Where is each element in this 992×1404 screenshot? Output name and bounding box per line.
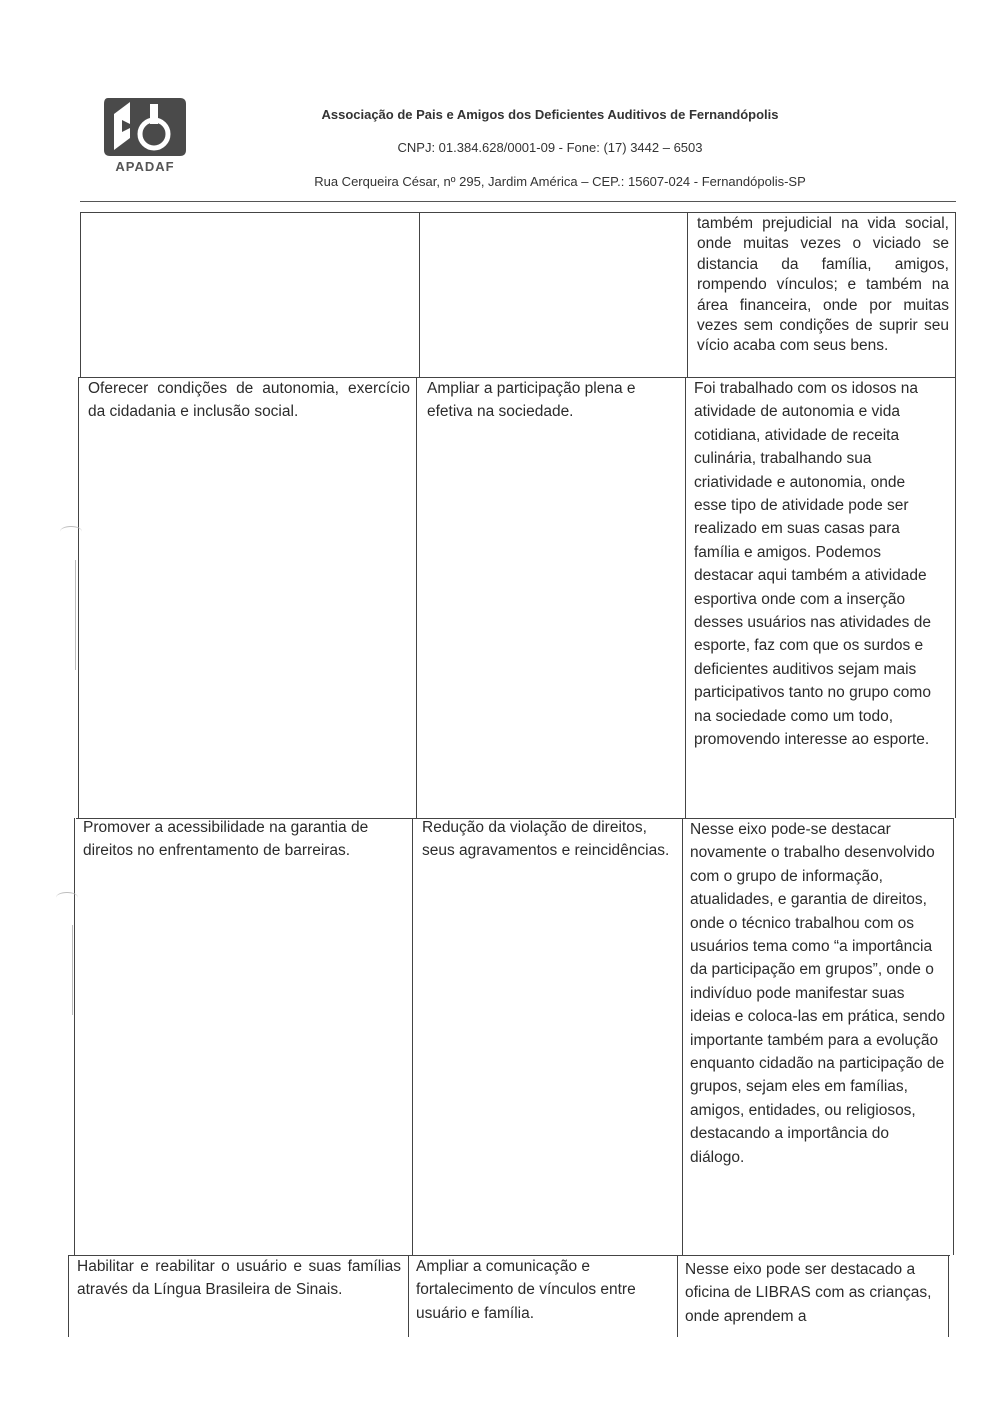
table-cell-expected: Ampliar a participação plena e efetiva na sociedade. xyxy=(427,380,636,421)
org-name: Associação de Pais e Amigos dos Deficientes Auditivos de Fernandópolis xyxy=(321,107,779,122)
scan-artifact xyxy=(60,526,82,537)
table-line xyxy=(74,818,75,1255)
table-line xyxy=(419,212,420,377)
table-line xyxy=(682,818,683,1255)
table-cell-objective: Promover a acessibilidade na garantia de direitos no enfrentamento de barreiras. xyxy=(83,819,369,860)
table-cell-objective: Habilitar e reabilitar o usuário e suas famílias através da Língua Brasileira de Sinais. xyxy=(77,1258,401,1299)
table-line xyxy=(685,377,686,818)
table-line xyxy=(953,818,954,1255)
table-line xyxy=(677,1255,678,1337)
table-cell-expected: Redução da violação de direitos, seus agravamentos e reincidências. xyxy=(422,819,670,860)
address-line: Rua Cerqueira César, nº 295, Jardim América – CEP.: 15607-024 - Fernandópolis-SP xyxy=(314,174,806,189)
table-line xyxy=(948,1255,949,1337)
table-cell-expected: Ampliar a comunicação e fortalecimento de vínculos entre usuário e família. xyxy=(416,1258,636,1322)
cnpj-phone-line: CNPJ: 01.384.628/0001-09 - Fone: (17) 3442 – 6503 xyxy=(397,140,703,155)
table-cell-description: Foi trabalhado com os idosos na atividade de autonomia e vida cotidiana, atividade de receita culinária, trabalhando sua criatividade e autonomia, onde esse tipo de atividade pode ser realizado em suas casas para família e amigos. Podemos destacar aqui também a atividade esportiva onde com a inserção desses usuários nas atividades de esporte, faz com que os surdos e deficientes auditivos sejam mais participativos tanto no grupo como na sociedade como um todo, promovendo interesse ao esporte. xyxy=(694,380,931,749)
table-line xyxy=(687,212,688,377)
table-line xyxy=(80,212,81,377)
logo-text: APADAF xyxy=(115,159,175,174)
table-line xyxy=(78,377,79,818)
table-cell-description: também prejudicial na vida social, onde muitas vezes o viciado se distancia da família, amigos, rompendo vínculos; e também na área financeira, onde por muitas vezes sem condições de suprir seu vício acaba com seus bens. xyxy=(697,215,949,355)
table-line xyxy=(416,377,417,818)
table-line xyxy=(955,377,956,818)
table-line xyxy=(408,1255,409,1337)
scan-artifact xyxy=(75,560,76,670)
table-cell-objective: Oferecer condições de autonomia, exercício da cidadania e inclusão social. xyxy=(88,380,410,421)
scan-artifact xyxy=(56,892,78,903)
table-cell-description: Nesse eixo pode ser destacado a oficina de LIBRAS com as crianças, onde aprendem a xyxy=(685,1261,932,1325)
table-line xyxy=(68,1255,69,1337)
scan-artifact xyxy=(72,925,73,1015)
table-line xyxy=(412,818,413,1255)
table-line xyxy=(955,212,956,377)
header-divider xyxy=(80,201,956,202)
table-cell-description: Nesse eixo pode-se destacar novamente o trabalho desenvolvido com o grupo de informação, atualidades, e garantia de direitos, onde o técnico trabalhou com os usuários tema como “a importância da participação em grupos”, onde o indivíduo pode manifestar suas ideias e coloca-las em prática, sendo importante também para a evolução enquanto cidadão na participação de grupos, sejam eles em famílias, amigos, entidades, ou religiosos, destacando a importância do diálogo. xyxy=(690,821,946,1166)
table-line xyxy=(80,212,955,213)
